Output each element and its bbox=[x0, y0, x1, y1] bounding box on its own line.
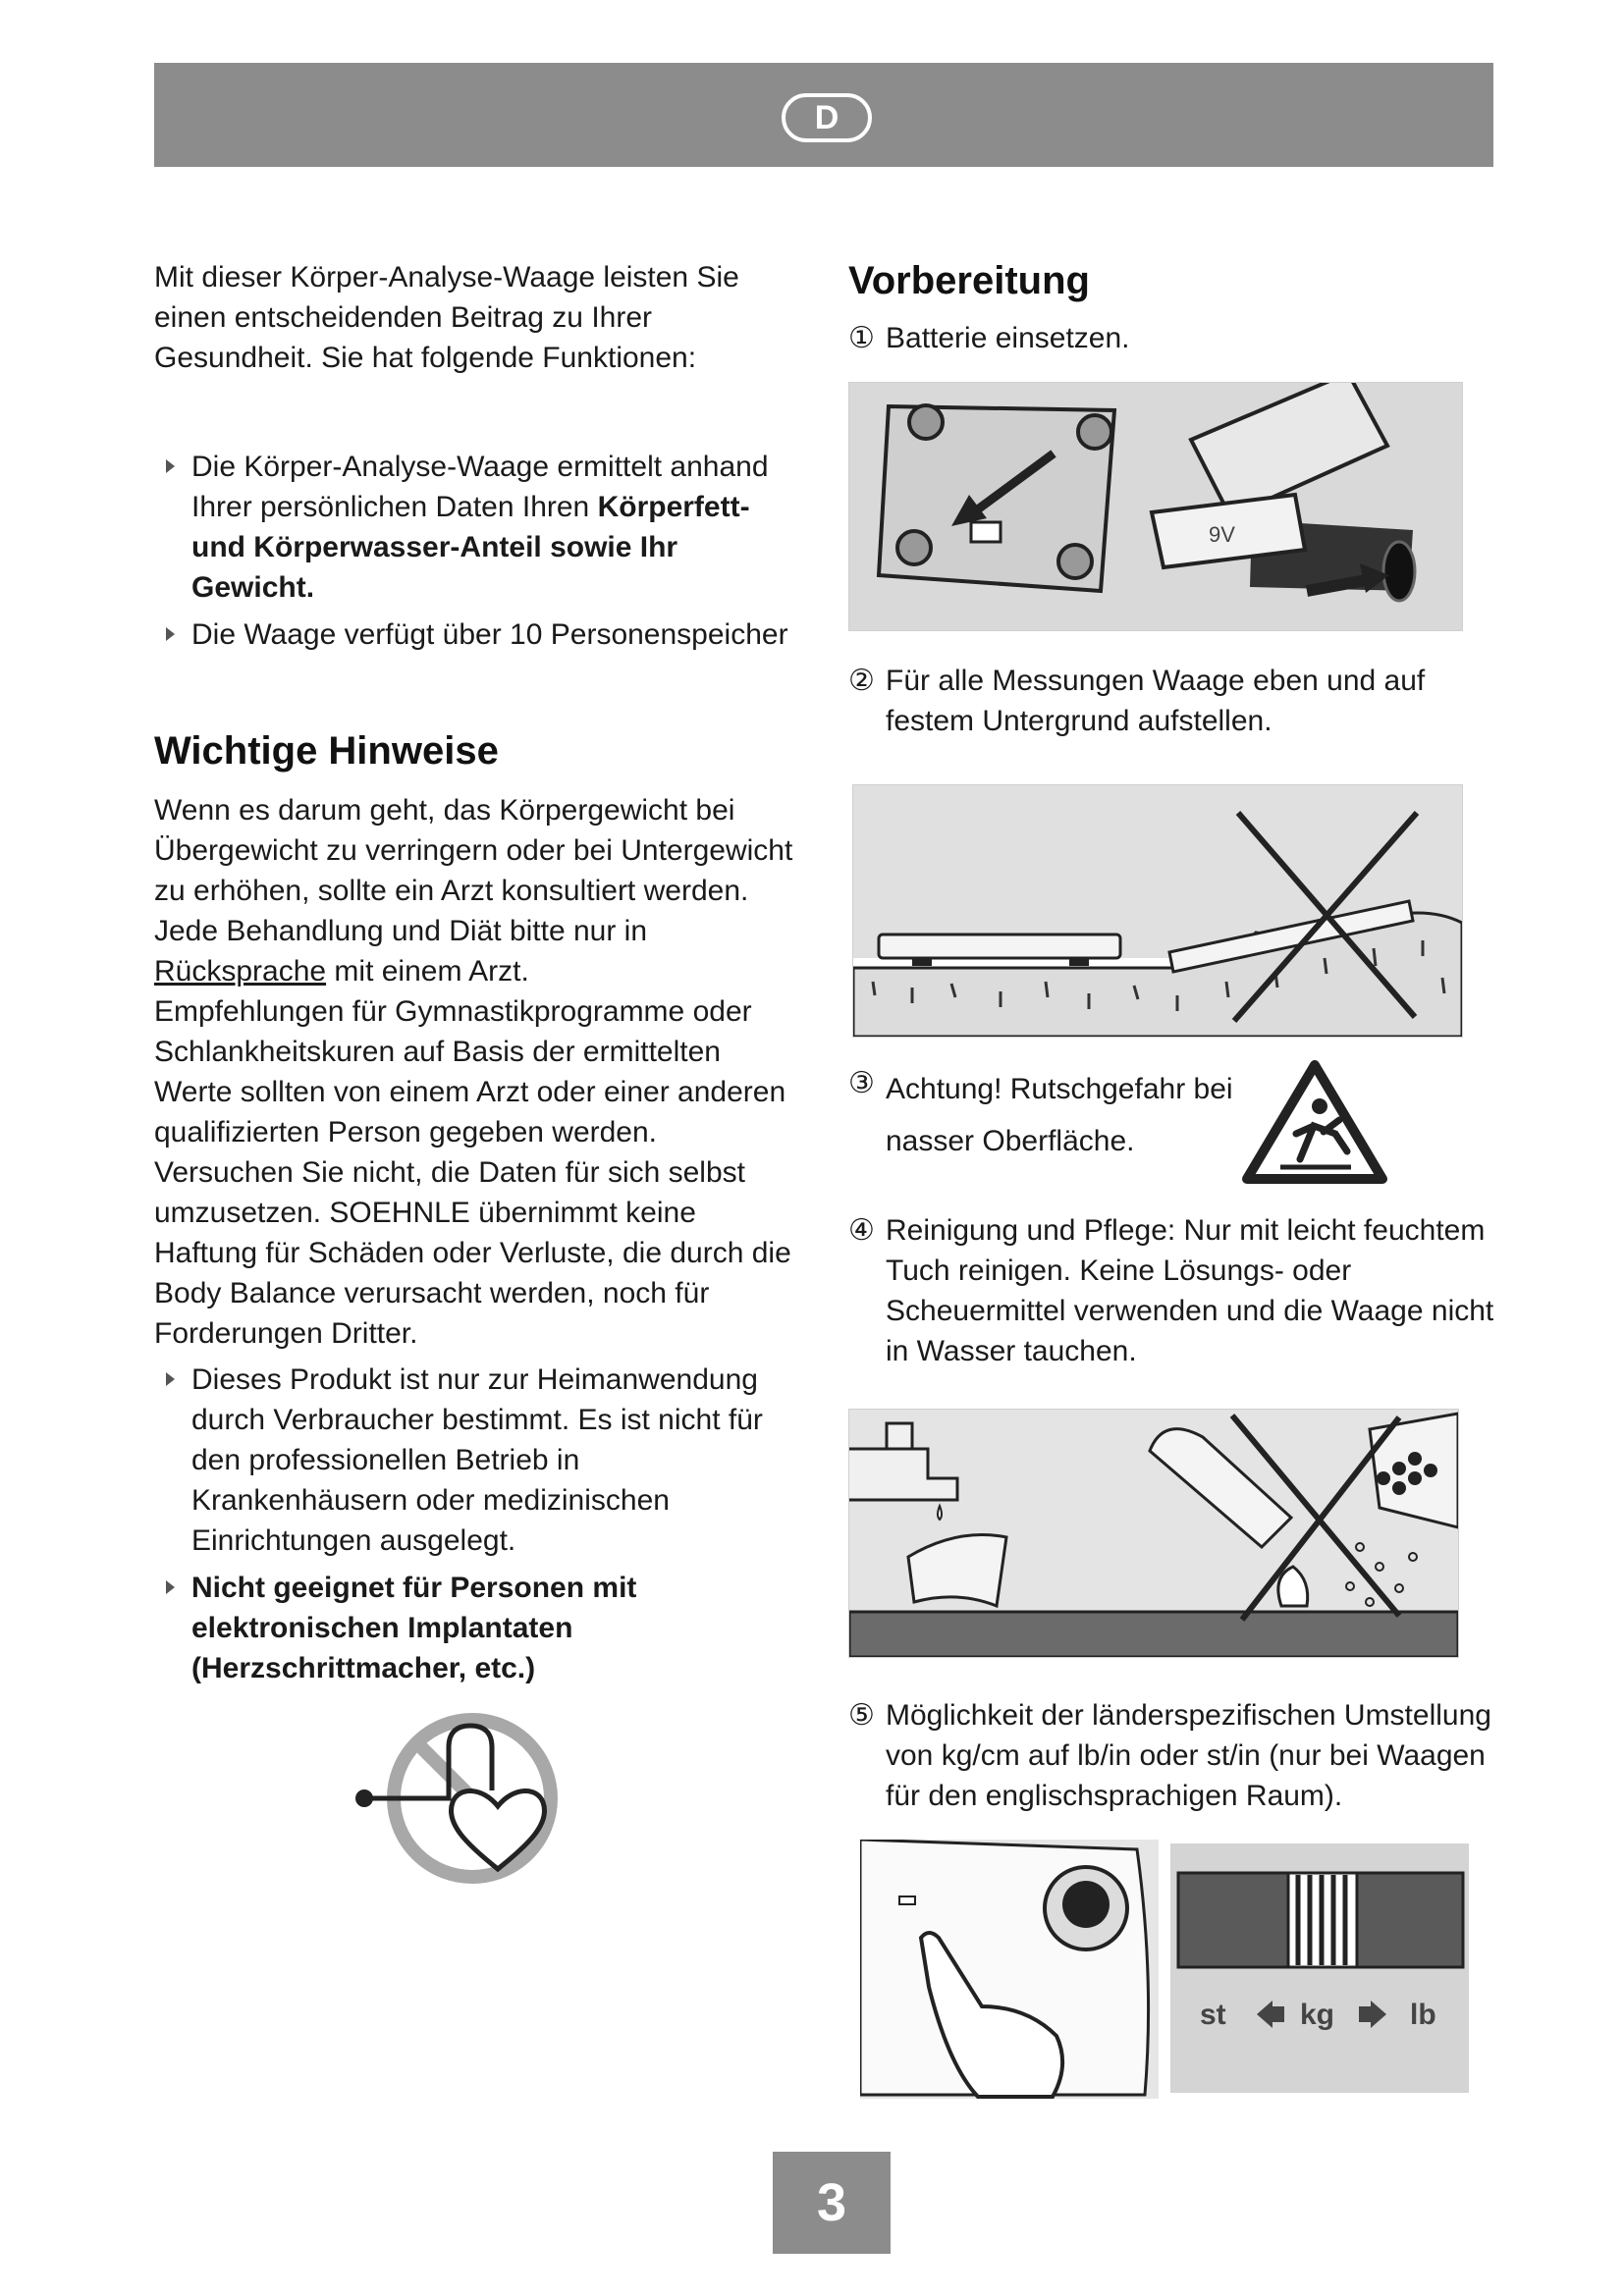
right-column bbox=[848, 257, 1496, 2105]
feature-text: Die Körper-Analyse-Waage ermittelt anhand Ihrer persönlichen Daten Ihren bbox=[191, 451, 769, 523]
warning-item bbox=[154, 1568, 802, 1688]
warning-text: Dieses Produkt ist nur zur Heimanwendung durch Verbraucher bestimmt. Es ist nicht für den professionellen Betrieb in Krankenhäusern oder medizinischen Einrichtungen ausgelegt. bbox=[191, 1363, 763, 1557]
notes-heading: Wichtige Hinweise bbox=[154, 729, 499, 773]
step-3-row bbox=[848, 1063, 1496, 1191]
step-2 bbox=[848, 661, 1496, 741]
warning-list bbox=[154, 1360, 802, 1688]
step-4 bbox=[848, 1210, 1496, 1371]
warning-item bbox=[154, 1360, 802, 1561]
feature-text: Die Waage verfügt über 10 Personenspeicher bbox=[191, 618, 788, 651]
left-column bbox=[154, 257, 802, 1904]
step-number: ② bbox=[848, 665, 875, 697]
unit-kg-label: kg bbox=[1300, 1999, 1335, 2031]
step-number: ① bbox=[848, 322, 875, 354]
step-5 bbox=[848, 1695, 1496, 1816]
step-number: ③ bbox=[848, 1067, 875, 1099]
step-number: ④ bbox=[848, 1214, 875, 1247]
notes-text: Wenn es darum geht, das Körpergewicht bei Übergewicht zu verringern oder bei Untergewicht zu erhöhen, sollte ein Arzt konsultiert werden. Jede Behandlung und Diät bitte nur in bbox=[154, 794, 793, 947]
notes-paragraph-2: Empfehlungen für Gymnastikprogramme oder Schlankheitskuren auf Basis der ermittelten Werte sollten von einem Arzt oder einer anderen qualifizierten Person gegeben werden. Versuchen Sie nicht, die Daten für sich selbst umzusetzen. SOEHNLE übernimmt keine Haftung für Schäden oder Verluste, die durch die Body Balance verursacht werden, noch für Forderungen Dritter. bbox=[154, 995, 791, 1350]
unit-button-illustration bbox=[860, 1840, 1159, 2099]
step-text: Reinigung und Pflege: Nur mit leicht feuchtem Tuch reinigen. Keine Lösungs- oder Scheuermittel verwenden und die Waage nicht in Wasser tauchen. bbox=[886, 1214, 1494, 1367]
language-badge: D bbox=[782, 93, 872, 142]
notes-text: mit einem Arzt. bbox=[326, 955, 529, 988]
unit-lb-label: lb bbox=[1410, 1999, 1436, 2031]
unit-switch-illustration bbox=[1170, 1843, 1469, 2093]
notes-underlined-word: Rücksprache bbox=[154, 955, 327, 988]
battery-label: 9V bbox=[1209, 522, 1235, 547]
feature-item bbox=[154, 447, 802, 608]
step-3 bbox=[848, 1063, 1259, 1167]
page-number: 3 bbox=[773, 2152, 891, 2254]
unit-st-label: st bbox=[1200, 1999, 1226, 2031]
notes-paragraph-1 bbox=[154, 790, 802, 991]
step-text: Batterie einsetzen. bbox=[886, 322, 1130, 354]
step-number: ⑤ bbox=[848, 1699, 875, 1732]
feature-bold-text: Körperfett- und Körperwasser-Anteil sowie Ihr Gewicht. bbox=[191, 491, 750, 604]
feature-list bbox=[154, 447, 802, 655]
intro-paragraph: Mit dieser Körper-Analyse-Waage leisten Sie einen entscheidenden Beitrag zu Ihrer Gesundheit. Sie hat folgende Funktionen: bbox=[154, 261, 739, 374]
step-text: Achtung! Rutschgefahr bei nasser Oberfläche. bbox=[886, 1073, 1233, 1157]
step-text: Möglichkeit der länderspezifischen Umstellung von kg/cm auf lb/in oder st/in (nur bei Waagen für den englischsprachigen Raum). bbox=[886, 1699, 1491, 1812]
step-1 bbox=[848, 318, 1496, 358]
warning-bold-text: Nicht geeignet für Personen mit elektronischen Implantaten (Herzschrittmacher, etc.) bbox=[191, 1572, 637, 1684]
cleaning-illustration bbox=[848, 1409, 1459, 1658]
feature-item bbox=[154, 614, 802, 655]
unit-switch-illustrations bbox=[848, 1840, 1496, 2105]
slippery-warning-icon bbox=[1241, 1057, 1388, 1185]
level-surface-illustration bbox=[852, 784, 1463, 1038]
preparation-heading: Vorbereitung bbox=[848, 259, 1090, 302]
step-text: Für alle Messungen Waage eben und auf festem Untergrund aufstellen. bbox=[886, 665, 1426, 737]
pacemaker-warning-icon bbox=[351, 1708, 586, 1904]
battery-insert-illustration bbox=[848, 382, 1463, 631]
